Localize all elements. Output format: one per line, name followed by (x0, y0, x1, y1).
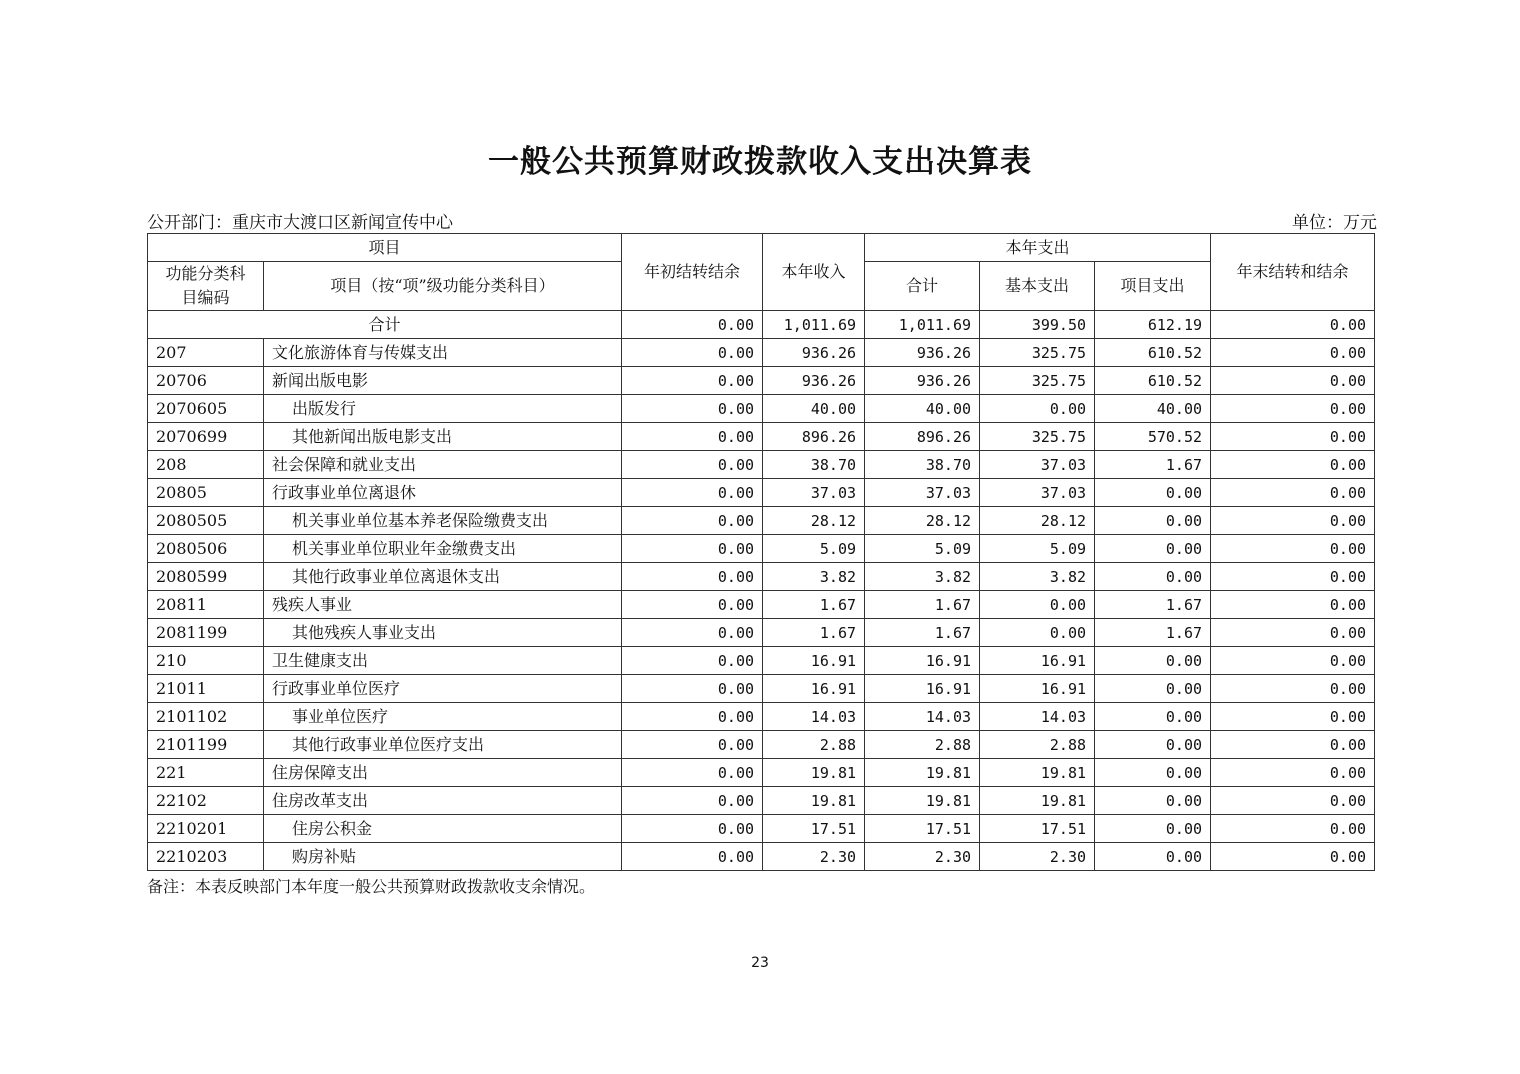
row-project: 0.00 (1095, 815, 1211, 843)
table-row (148, 675, 1375, 703)
row-basic: 2.88 (980, 731, 1095, 759)
row-basic: 325.75 (980, 423, 1095, 451)
page-number: 23 (751, 955, 769, 971)
row-income: 1.67 (763, 619, 865, 647)
row-income: 40.00 (763, 395, 865, 423)
row-income: 896.26 (763, 423, 865, 451)
header-code: 功能分类科目编码 (148, 262, 264, 311)
row-closing: 0.00 (1211, 703, 1375, 731)
row-expenditure: 1.67 (865, 619, 980, 647)
row-project: 0.00 (1095, 703, 1211, 731)
table-row (148, 843, 1375, 871)
row-expenditure: 16.91 (865, 675, 980, 703)
row-name: 社会保障和就业支出 (264, 451, 622, 479)
row-code: 208 (148, 451, 264, 479)
table-row (148, 815, 1375, 843)
row-opening: 0.00 (622, 703, 763, 731)
row-closing: 0.00 (1211, 423, 1375, 451)
row-closing: 0.00 (1211, 395, 1375, 423)
department-label: 公开部门：重庆市大渡口区新闻宣传中心 (147, 213, 453, 233)
row-name: 卫生健康支出 (264, 647, 622, 675)
row-code: 2080599 (148, 563, 264, 591)
row-income: 38.70 (763, 451, 865, 479)
row-basic: 19.81 (980, 787, 1095, 815)
row-project: 0.00 (1095, 563, 1211, 591)
row-name: 其他行政事业单位医疗支出 (264, 731, 622, 759)
header-project: 项目 (148, 234, 622, 262)
row-closing: 0.00 (1211, 367, 1375, 395)
header-row-1 (148, 234, 1375, 262)
row-income: 37.03 (763, 479, 865, 507)
row-basic: 16.91 (980, 647, 1095, 675)
row-opening: 0.00 (622, 395, 763, 423)
row-code: 221 (148, 759, 264, 787)
row-code: 20811 (148, 591, 264, 619)
table-row (148, 563, 1375, 591)
row-closing: 0.00 (1211, 731, 1375, 759)
table-row (148, 703, 1375, 731)
table-row (148, 395, 1375, 423)
row-code: 22102 (148, 787, 264, 815)
row-project: 0.00 (1095, 843, 1211, 871)
table-row (148, 507, 1375, 535)
row-opening: 0.00 (622, 843, 763, 871)
row-opening: 0.00 (622, 339, 763, 367)
row-expenditure: 1.67 (865, 591, 980, 619)
row-opening: 0.00 (622, 815, 763, 843)
row-basic: 37.03 (980, 479, 1095, 507)
row-opening: 0.00 (622, 423, 763, 451)
row-expenditure: 19.81 (865, 759, 980, 787)
row-name: 行政事业单位医疗 (264, 675, 622, 703)
row-name: 机关事业单位职业年金缴费支出 (264, 535, 622, 563)
row-basic: 325.75 (980, 367, 1095, 395)
row-project: 0.00 (1095, 535, 1211, 563)
table-row (148, 731, 1375, 759)
unit-label: 单位：万元 (1292, 213, 1377, 233)
header-closing-balance: 年末结转和结余 (1211, 234, 1375, 311)
header-name: 项目（按“项”级功能分类科目） (264, 262, 622, 311)
row-project: 0.00 (1095, 731, 1211, 759)
row-opening: 0.00 (622, 759, 763, 787)
row-closing: 0.00 (1211, 619, 1375, 647)
row-code: 2080506 (148, 535, 264, 563)
row-opening: 0.00 (622, 731, 763, 759)
row-basic: 16.91 (980, 675, 1095, 703)
row-project: 0.00 (1095, 647, 1211, 675)
row-opening: 0.00 (622, 507, 763, 535)
total-row (148, 311, 1375, 339)
row-opening: 0.00 (622, 787, 763, 815)
row-code: 21011 (148, 675, 264, 703)
row-opening: 0.00 (622, 535, 763, 563)
row-code: 2210203 (148, 843, 264, 871)
header-expenditure-project: 项目支出 (1095, 262, 1211, 311)
header-expenditure-basic: 基本支出 (980, 262, 1095, 311)
row-basic: 0.00 (980, 619, 1095, 647)
row-code: 20805 (148, 479, 264, 507)
table-row (148, 787, 1375, 815)
row-name: 住房保障支出 (264, 759, 622, 787)
table-row (148, 339, 1375, 367)
row-basic: 5.09 (980, 535, 1095, 563)
row-closing: 0.00 (1211, 675, 1375, 703)
budget-table (147, 233, 1375, 871)
total-closing: 0.00 (1211, 311, 1375, 339)
table-row (148, 535, 1375, 563)
row-income: 2.30 (763, 843, 865, 871)
row-code: 2070605 (148, 395, 264, 423)
row-basic: 14.03 (980, 703, 1095, 731)
row-opening: 0.00 (622, 367, 763, 395)
row-income: 14.03 (763, 703, 865, 731)
row-closing: 0.00 (1211, 647, 1375, 675)
row-expenditure: 896.26 (865, 423, 980, 451)
row-income: 936.26 (763, 367, 865, 395)
row-name: 机关事业单位基本养老保险缴费支出 (264, 507, 622, 535)
row-expenditure: 5.09 (865, 535, 980, 563)
row-expenditure: 16.91 (865, 647, 980, 675)
page-title: 一般公共预算财政拨款收入支出决算表 (488, 144, 1032, 180)
row-code: 2070699 (148, 423, 264, 451)
row-code: 20706 (148, 367, 264, 395)
row-expenditure: 3.82 (865, 563, 980, 591)
row-income: 19.81 (763, 759, 865, 787)
row-name: 事业单位医疗 (264, 703, 622, 731)
row-project: 0.00 (1095, 507, 1211, 535)
row-code: 207 (148, 339, 264, 367)
row-opening: 0.00 (622, 591, 763, 619)
row-name: 住房公积金 (264, 815, 622, 843)
row-project: 40.00 (1095, 395, 1211, 423)
row-expenditure: 38.70 (865, 451, 980, 479)
row-code: 2101199 (148, 731, 264, 759)
table-row (148, 619, 1375, 647)
row-basic: 19.81 (980, 759, 1095, 787)
row-name: 购房补贴 (264, 843, 622, 871)
row-project: 0.00 (1095, 759, 1211, 787)
row-basic: 0.00 (980, 395, 1095, 423)
row-project: 1.67 (1095, 591, 1211, 619)
row-name: 文化旅游体育与传媒支出 (264, 339, 622, 367)
row-code: 2080505 (148, 507, 264, 535)
row-income: 936.26 (763, 339, 865, 367)
row-expenditure: 17.51 (865, 815, 980, 843)
row-basic: 325.75 (980, 339, 1095, 367)
row-opening: 0.00 (622, 647, 763, 675)
total-income: 1,011.69 (763, 311, 865, 339)
table-row (148, 591, 1375, 619)
row-basic: 37.03 (980, 451, 1095, 479)
total-expenditure: 1,011.69 (865, 311, 980, 339)
row-income: 2.88 (763, 731, 865, 759)
row-expenditure: 936.26 (865, 339, 980, 367)
row-closing: 0.00 (1211, 535, 1375, 563)
row-income: 16.91 (763, 675, 865, 703)
row-closing: 0.00 (1211, 479, 1375, 507)
row-name: 其他行政事业单位离退休支出 (264, 563, 622, 591)
header-expenditure: 本年支出 (865, 234, 1211, 262)
row-code: 2081199 (148, 619, 264, 647)
row-project: 1.67 (1095, 619, 1211, 647)
row-closing: 0.00 (1211, 339, 1375, 367)
row-basic: 0.00 (980, 591, 1095, 619)
row-project: 610.52 (1095, 339, 1211, 367)
header-opening-balance: 年初结转结余 (622, 234, 763, 311)
row-opening: 0.00 (622, 675, 763, 703)
total-basic: 399.50 (980, 311, 1095, 339)
row-project: 570.52 (1095, 423, 1211, 451)
row-opening: 0.00 (622, 479, 763, 507)
row-name: 残疾人事业 (264, 591, 622, 619)
row-closing: 0.00 (1211, 787, 1375, 815)
row-project: 0.00 (1095, 675, 1211, 703)
row-income: 19.81 (763, 787, 865, 815)
row-expenditure: 37.03 (865, 479, 980, 507)
row-code: 2101102 (148, 703, 264, 731)
row-closing: 0.00 (1211, 759, 1375, 787)
row-project: 1.67 (1095, 451, 1211, 479)
row-name: 其他新闻出版电影支出 (264, 423, 622, 451)
table-row (148, 451, 1375, 479)
row-name: 出版发行 (264, 395, 622, 423)
row-closing: 0.00 (1211, 591, 1375, 619)
row-expenditure: 2.88 (865, 731, 980, 759)
row-income: 28.12 (763, 507, 865, 535)
row-project: 610.52 (1095, 367, 1211, 395)
row-basic: 3.82 (980, 563, 1095, 591)
row-closing: 0.00 (1211, 815, 1375, 843)
table-row (148, 423, 1375, 451)
row-opening: 0.00 (622, 619, 763, 647)
table-row (148, 647, 1375, 675)
table-body (148, 311, 1375, 871)
row-opening: 0.00 (622, 563, 763, 591)
row-income: 3.82 (763, 563, 865, 591)
row-income: 1.67 (763, 591, 865, 619)
row-code: 2210201 (148, 815, 264, 843)
table-row (148, 479, 1375, 507)
total-project: 612.19 (1095, 311, 1211, 339)
row-income: 5.09 (763, 535, 865, 563)
row-income: 17.51 (763, 815, 865, 843)
row-project: 0.00 (1095, 479, 1211, 507)
row-name: 新闻出版电影 (264, 367, 622, 395)
header-expenditure-total: 合计 (865, 262, 980, 311)
row-income: 16.91 (763, 647, 865, 675)
header-income: 本年收入 (763, 234, 865, 311)
row-expenditure: 40.00 (865, 395, 980, 423)
row-opening: 0.00 (622, 451, 763, 479)
total-label: 合计 (148, 311, 622, 339)
row-project: 0.00 (1095, 787, 1211, 815)
row-code: 210 (148, 647, 264, 675)
row-expenditure: 14.03 (865, 703, 980, 731)
row-closing: 0.00 (1211, 843, 1375, 871)
row-closing: 0.00 (1211, 507, 1375, 535)
row-expenditure: 2.30 (865, 843, 980, 871)
row-expenditure: 28.12 (865, 507, 980, 535)
row-name: 行政事业单位离退休 (264, 479, 622, 507)
row-basic: 2.30 (980, 843, 1095, 871)
row-closing: 0.00 (1211, 563, 1375, 591)
row-expenditure: 936.26 (865, 367, 980, 395)
footnote: 备注：本表反映部门本年度一般公共预算财政拨款收支余情况。 (147, 877, 596, 896)
row-expenditure: 19.81 (865, 787, 980, 815)
row-name: 其他残疾人事业支出 (264, 619, 622, 647)
row-closing: 0.00 (1211, 451, 1375, 479)
row-basic: 28.12 (980, 507, 1095, 535)
total-opening: 0.00 (622, 311, 763, 339)
table-row (148, 759, 1375, 787)
table-row (148, 367, 1375, 395)
row-basic: 17.51 (980, 815, 1095, 843)
row-name: 住房改革支出 (264, 787, 622, 815)
